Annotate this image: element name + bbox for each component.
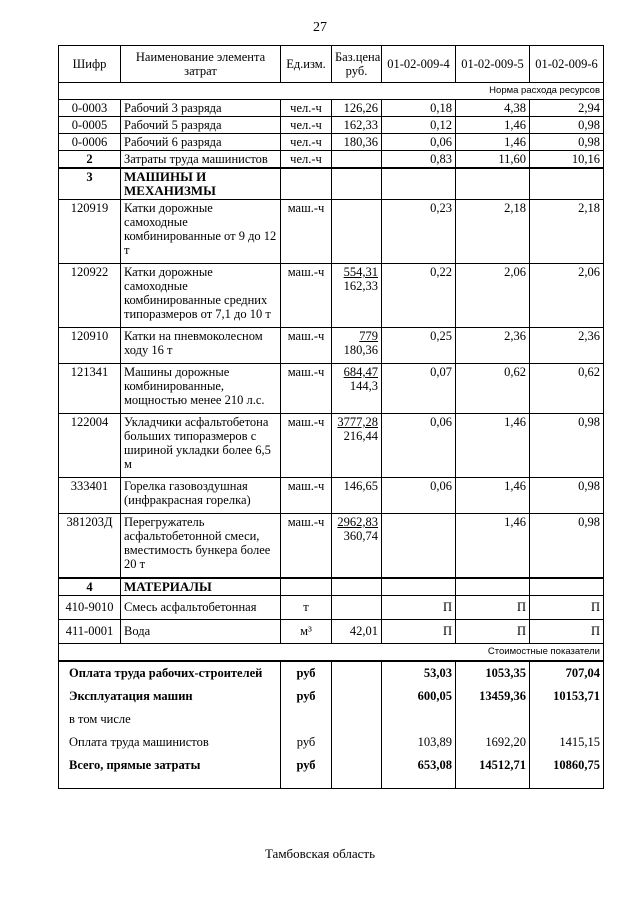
empty-cell [382, 168, 456, 200]
name-cell: Катки дорожные самоходные комбинированные средних типоразмеров от 7,1 до 10 т [121, 264, 281, 328]
price-cell [332, 478, 382, 514]
summary-name: Эксплуатация машин [59, 685, 281, 708]
value-cell: П [456, 620, 530, 644]
machine-row [59, 514, 604, 579]
machine-row [59, 328, 604, 364]
code-cell: 0-0003 [59, 100, 121, 117]
summary-name: Оплата труда рабочих-строителей [59, 661, 281, 685]
unit-cell: т [281, 596, 332, 620]
section-name: Затраты труда машинистов [121, 151, 281, 169]
price-base: 146,65 [343, 479, 378, 493]
norm-label-row-label: Норма расхода ресурсов [59, 83, 604, 100]
price-labor: 216,44 [343, 429, 378, 443]
price-base: 779 [359, 329, 378, 343]
unit-cell: руб [281, 685, 332, 708]
price-cell [332, 200, 382, 264]
header-unit: Ед.изм. [281, 46, 332, 83]
worker-row [59, 100, 604, 117]
value-cell: 11,60 [456, 151, 530, 169]
value-cell: 14512,71 [456, 754, 530, 789]
name-cell: Машины дорожные комбинированные, мощностью менее 210 л.с. [121, 364, 281, 414]
value-cell: 2,18 [456, 200, 530, 264]
value-cell: 0,98 [530, 117, 604, 134]
value-cell [382, 514, 456, 579]
summary-row [59, 731, 604, 754]
unit-cell: чел.-ч [281, 100, 332, 117]
price-labor: 180,36 [343, 343, 378, 357]
empty-cell [281, 578, 332, 596]
value-cell: 10153,71 [530, 685, 604, 708]
value-cell: 0,98 [530, 514, 604, 579]
norm-label-row [59, 83, 604, 100]
value-cell: 2,36 [530, 328, 604, 364]
page-number: 27 [313, 20, 327, 35]
worker-row [59, 134, 604, 151]
unit-cell: чел.-ч [281, 151, 332, 169]
value-cell: 1,46 [456, 134, 530, 151]
empty-cell [456, 578, 530, 596]
empty-cell [281, 168, 332, 200]
price-cell [332, 364, 382, 414]
price-cell: 162,33 [332, 117, 382, 134]
price-cell [332, 328, 382, 364]
value-cell: 10,16 [530, 151, 604, 169]
code-cell: 333401 [59, 478, 121, 514]
machine-row [59, 200, 604, 264]
value-cell: 13459,36 [456, 685, 530, 708]
value-cell: 2,36 [456, 328, 530, 364]
unit-cell: маш.-ч [281, 328, 332, 364]
price-cell [332, 514, 382, 579]
price-cell [332, 151, 382, 169]
name-cell: Горелка газовоздушная (инфракрасная горелка) [121, 478, 281, 514]
price-cell [332, 731, 382, 754]
price-cell [332, 661, 382, 685]
value-cell: 2,18 [530, 200, 604, 264]
value-cell: 0,07 [382, 364, 456, 414]
name-cell: Перегружатель асфальтобетонной смеси, вместимость бункера более 20 т [121, 514, 281, 579]
value-cell: П [530, 620, 604, 644]
price-cell: 180,36 [332, 134, 382, 151]
value-cell: 653,08 [382, 754, 456, 789]
unit-cell: руб [281, 661, 332, 685]
value-cell: 0,62 [530, 364, 604, 414]
code-cell: 120922 [59, 264, 121, 328]
price-labor: 144,3 [349, 379, 378, 393]
unit-cell: маш.-ч [281, 364, 332, 414]
unit-cell: м³ [281, 620, 332, 644]
value-cell: 0,06 [382, 134, 456, 151]
value-cell: 53,03 [382, 661, 456, 685]
empty-cell [530, 578, 604, 596]
unit-cell: руб [281, 731, 332, 754]
value-cell: П [382, 596, 456, 620]
price-base: 554,31 [343, 265, 378, 279]
value-cell: П [530, 596, 604, 620]
summary-name: в том числе [59, 708, 281, 731]
section-3-row [59, 168, 604, 200]
price-cell [332, 414, 382, 478]
price-cell [332, 596, 382, 620]
name-cell: Рабочий 6 разряда [121, 134, 281, 151]
value-cell: 4,38 [456, 100, 530, 117]
name-cell: Катки на пневмоколесном ходу 16 т [121, 328, 281, 364]
value-cell: 1415,15 [530, 731, 604, 754]
value-cell: 10860,75 [530, 754, 604, 789]
value-cell: 1692,20 [456, 731, 530, 754]
value-cell: 1,46 [456, 117, 530, 134]
value-cell: 0,22 [382, 264, 456, 328]
code-cell: 120910 [59, 328, 121, 364]
name-cell: Смесь асфальтобетонная [121, 596, 281, 620]
value-cell: 1,46 [456, 514, 530, 579]
price-labor: 360,74 [343, 529, 378, 543]
value-cell: 0,98 [530, 134, 604, 151]
value-cell [382, 708, 456, 731]
material-row [59, 620, 604, 644]
value-cell: 0,06 [382, 478, 456, 514]
value-cell: 0,06 [382, 414, 456, 478]
empty-cell [530, 168, 604, 200]
resource-table [58, 45, 604, 789]
value-cell: 0,23 [382, 200, 456, 264]
value-cell: 0,83 [382, 151, 456, 169]
price-base: 2962,83 [337, 515, 378, 529]
unit-cell: чел.-ч [281, 134, 332, 151]
code-cell: 120919 [59, 200, 121, 264]
unit-cell: маш.-ч [281, 264, 332, 328]
machine-row [59, 478, 604, 514]
header-name: Наименование элемента затрат [121, 46, 281, 83]
code-cell: 121341 [59, 364, 121, 414]
section-name: МАШИНЫ И МЕХАНИЗМЫ [121, 168, 281, 200]
empty-cell [332, 168, 382, 200]
summary-row [59, 685, 604, 708]
code-cell: 411-0001 [59, 620, 121, 644]
value-cell: 2,06 [456, 264, 530, 328]
name-cell: Укладчики асфальтобетона больших типоразмеров с шириной укладки более 6,5 м [121, 414, 281, 478]
value-cell: 0,12 [382, 117, 456, 134]
value-cell: П [382, 620, 456, 644]
section-4-row [59, 578, 604, 596]
price-cell: 126,26 [332, 100, 382, 117]
section-code: 4 [59, 578, 121, 596]
header-code: Шифр [59, 46, 121, 83]
worker-row [59, 117, 604, 134]
header-col1: 01-02-009-4 [382, 46, 456, 83]
unit-cell: маш.-ч [281, 414, 332, 478]
code-cell: 381203Д [59, 514, 121, 579]
name-cell: Вода [121, 620, 281, 644]
section-name: МАТЕРИАЛЫ [121, 578, 281, 596]
value-cell [530, 708, 604, 731]
value-cell: 0,25 [382, 328, 456, 364]
value-cell: 2,94 [530, 100, 604, 117]
unit-cell: маш.-ч [281, 478, 332, 514]
code-cell: 410-9010 [59, 596, 121, 620]
value-cell: 1053,35 [456, 661, 530, 685]
material-row [59, 596, 604, 620]
price-base: 3777,28 [337, 415, 378, 429]
machine-row [59, 364, 604, 414]
header-col2: 01-02-009-5 [456, 46, 530, 83]
price-cell [332, 708, 382, 731]
section-code: 2 [59, 151, 121, 169]
cost-label-row [59, 644, 604, 662]
value-cell [456, 708, 530, 731]
price-labor: 162,33 [343, 279, 378, 293]
value-cell: 2,06 [530, 264, 604, 328]
value-cell: 103,89 [382, 731, 456, 754]
machine-row [59, 414, 604, 478]
empty-cell [332, 578, 382, 596]
price-cell [332, 754, 382, 789]
value-cell: 1,46 [456, 414, 530, 478]
cost-label-row-label: Стоимостные показатели [59, 644, 604, 662]
header-col3: 01-02-009-6 [530, 46, 604, 83]
value-cell: 0,62 [456, 364, 530, 414]
summary-row [59, 754, 604, 789]
name-cell: Рабочий 3 разряда [121, 100, 281, 117]
section-2-row [59, 151, 604, 169]
unit-cell [281, 708, 332, 731]
machine-row [59, 264, 604, 328]
empty-cell [456, 168, 530, 200]
value-cell: 600,05 [382, 685, 456, 708]
value-cell: 0,98 [530, 478, 604, 514]
price-cell: 42,01 [332, 620, 382, 644]
code-cell: 122004 [59, 414, 121, 478]
price-cell [332, 685, 382, 708]
value-cell: 0,98 [530, 414, 604, 478]
header-row [59, 46, 604, 83]
name-cell: Катки дорожные самоходные комбинированные от 9 до 12 т [121, 200, 281, 264]
value-cell: 1,46 [456, 478, 530, 514]
price-cell [332, 264, 382, 328]
summary-row [59, 661, 604, 685]
unit-cell: чел.-ч [281, 117, 332, 134]
unit-cell: маш.-ч [281, 514, 332, 579]
name-cell: Рабочий 5 разряда [121, 117, 281, 134]
unit-cell: маш.-ч [281, 200, 332, 264]
unit-cell: руб [281, 754, 332, 789]
code-cell: 0-0005 [59, 117, 121, 134]
header-price: Баз.цена руб. [332, 46, 382, 83]
footer-region: Тамбовская область [264, 846, 376, 861]
price-base: 684,47 [343, 365, 378, 379]
summary-row [59, 708, 604, 731]
empty-cell [382, 578, 456, 596]
code-cell: 0-0006 [59, 134, 121, 151]
value-cell: П [456, 596, 530, 620]
summary-name: Всего, прямые затраты [59, 754, 281, 789]
value-cell: 0,18 [382, 100, 456, 117]
summary-name: Оплата труда машинистов [59, 731, 281, 754]
value-cell: 707,04 [530, 661, 604, 685]
section-code: 3 [59, 168, 121, 200]
